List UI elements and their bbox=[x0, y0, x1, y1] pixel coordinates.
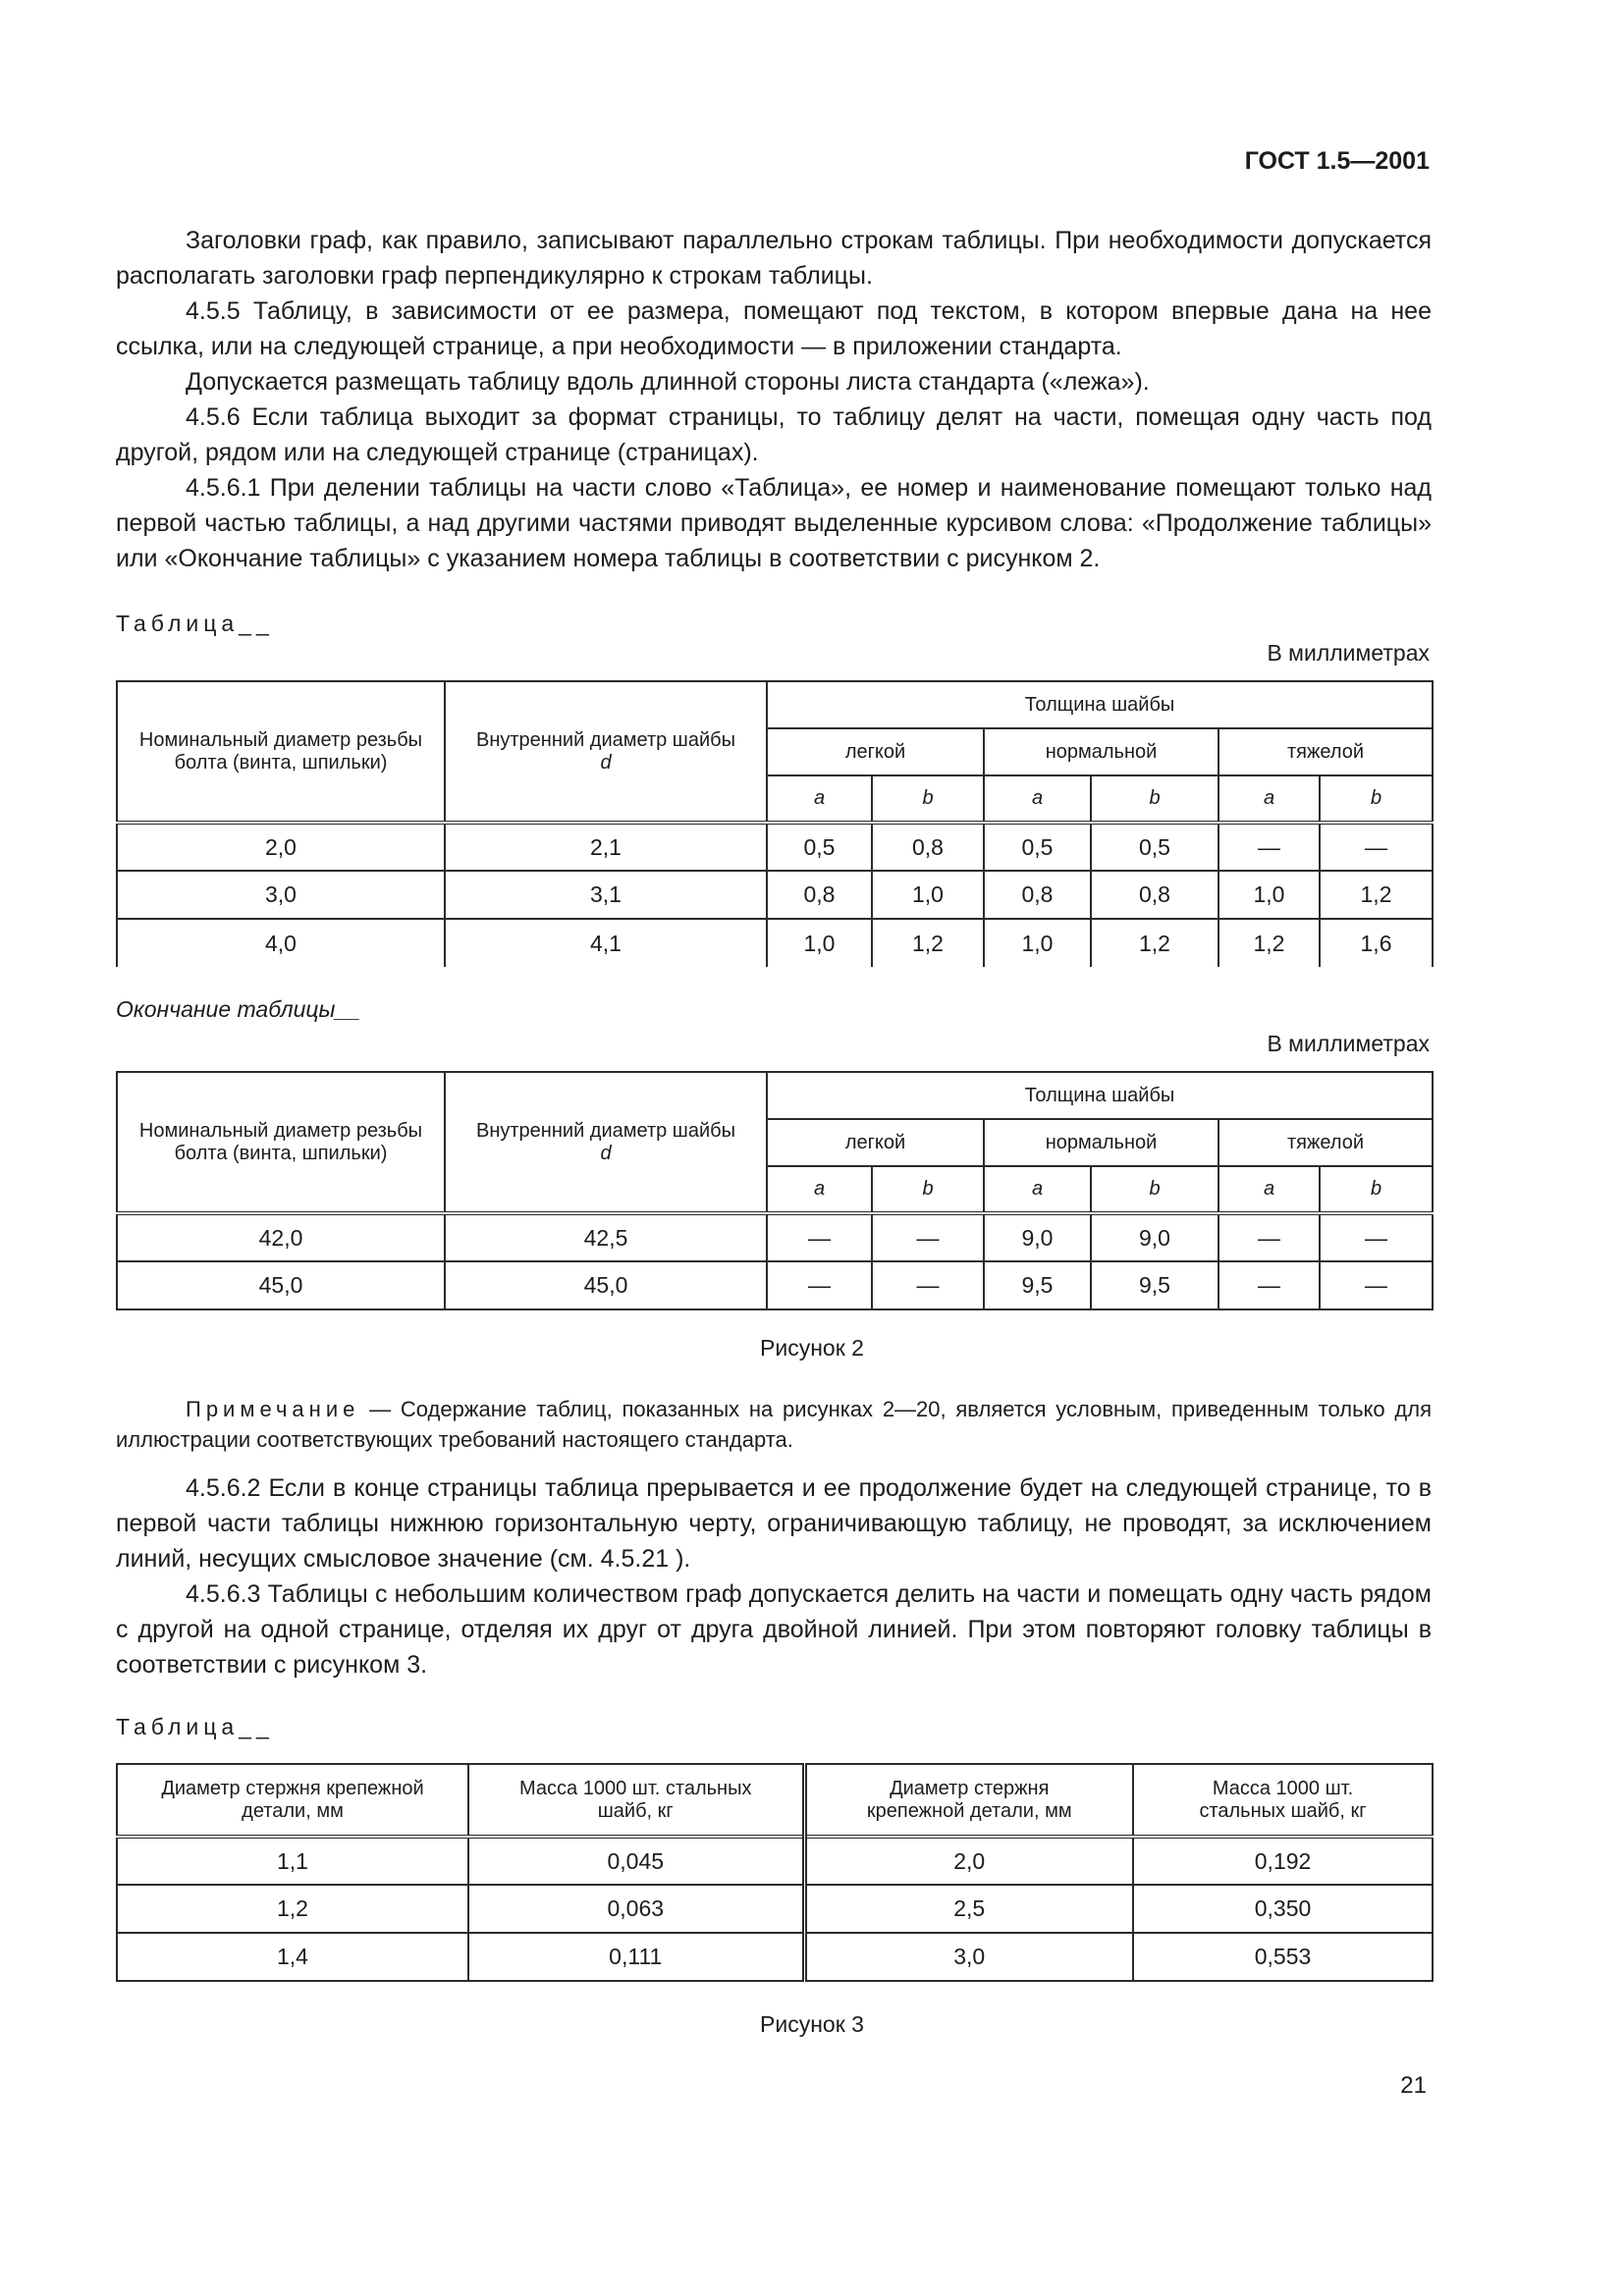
table-cell: 0,192 bbox=[1133, 1837, 1433, 1885]
figure2-caption: Рисунок 2 bbox=[760, 1335, 864, 1361]
table2-head-b: b bbox=[1091, 1166, 1218, 1213]
table-cell: — bbox=[1218, 1213, 1320, 1261]
table2-head-a: a bbox=[767, 1166, 872, 1213]
table-cell: 0,045 bbox=[468, 1837, 804, 1885]
table-cell: 45,0 bbox=[117, 1261, 445, 1309]
document-code: ГОСТ 1.5—2001 bbox=[1244, 147, 1430, 175]
table1-head-heavy: тяжелой bbox=[1218, 728, 1433, 775]
table-cell: 9,0 bbox=[984, 1213, 1091, 1261]
note-text: — Содержание таблиц, показанных на рисунках 2—20, является условным, приведенным только для иллюстрации соответствующих требований настоящего стандарта. bbox=[116, 1397, 1432, 1452]
table-cell: 1,4 bbox=[117, 1933, 468, 1981]
table-cell: — bbox=[1218, 1261, 1320, 1309]
table1-head-a: a bbox=[984, 775, 1091, 823]
table-row bbox=[117, 919, 1433, 967]
table2-head-heavy: тяжелой bbox=[1218, 1119, 1433, 1166]
table2-head-inner-diameter bbox=[445, 1072, 767, 1213]
table-cell: 9,0 bbox=[1091, 1213, 1218, 1261]
table-cell: 4,0 bbox=[117, 919, 445, 967]
table-cell: — bbox=[767, 1261, 872, 1309]
table3-head-mass: Масса 1000 шт. стальных шайб, кг bbox=[1133, 1764, 1433, 1837]
table-cell: 2,1 bbox=[445, 823, 767, 871]
body-text-section-1 bbox=[116, 223, 1432, 576]
table-cell: — bbox=[872, 1213, 984, 1261]
table1 bbox=[116, 680, 1434, 967]
paragraph: Заголовки граф, как правило, записывают параллельно строкам таблицы. При необходимости допускается располагать заголовки граф перпендикулярно к строкам таблицы. bbox=[116, 227, 1432, 290]
table-row bbox=[117, 823, 1433, 871]
paragraph: 4.5.6.1 При делении таблицы на части слово «Таблица», ее номер и наименование помещают только над первой частью таблицы, а над другими частями приводят выделенные курсивом слова: «Продолжение таблицы» или «Окончание таблицы» с указанием номера таблицы в соответствии с рисунком 2. bbox=[116, 474, 1432, 572]
head-text: Внутренний диаметр шайбы bbox=[476, 728, 735, 751]
table2-caption: Окончание таблицы__ bbox=[116, 996, 361, 1022]
figure3-caption: Рисунок 3 bbox=[760, 2011, 864, 2037]
table-cell: 1,0 bbox=[1218, 871, 1320, 919]
table-row bbox=[117, 1213, 1433, 1261]
table-cell: 0,5 bbox=[767, 823, 872, 871]
table1-head-b: b bbox=[872, 775, 984, 823]
table-row bbox=[117, 871, 1433, 919]
table-cell: 0,8 bbox=[1091, 871, 1218, 919]
table-cell: 3,0 bbox=[804, 1933, 1133, 1981]
table-cell: 9,5 bbox=[1091, 1261, 1218, 1309]
table2-head-thickness: Толщина шайбы bbox=[767, 1072, 1433, 1119]
table1-units: В миллиметрах bbox=[1267, 640, 1430, 666]
table3 bbox=[116, 1763, 1434, 1982]
table-cell: 0,8 bbox=[984, 871, 1091, 919]
body-text-section-2 bbox=[116, 1470, 1432, 1682]
table-cell: — bbox=[1320, 823, 1433, 871]
table-cell: 0,111 bbox=[468, 1933, 804, 1981]
table-row bbox=[117, 1261, 1433, 1309]
table2-head-b: b bbox=[1320, 1166, 1433, 1213]
table1-head-normal: нормальной bbox=[984, 728, 1218, 775]
table1-caption: Таблица__ bbox=[116, 611, 274, 636]
table-cell: — bbox=[1320, 1261, 1433, 1309]
table1-head-a: a bbox=[767, 775, 872, 823]
table2-head-b: b bbox=[872, 1166, 984, 1213]
paragraph: 4.5.6.3 Таблицы с небольшим количеством граф допускается делить на части и помещать одну часть рядом с другой на одной странице, отделяя их друг от друга двойной линией. При этом повторяют головку таблицы в соответствии с рисунком 3. bbox=[116, 1580, 1432, 1679]
paragraph: 4.5.5 Таблицу, в зависимости от ее размера, помещают под текстом, в котором впервые дана на нее ссылка, или на следующей странице, а при необходимости — в приложении стандарта. bbox=[116, 297, 1432, 360]
note bbox=[116, 1394, 1432, 1455]
table-cell: 0,553 bbox=[1133, 1933, 1433, 1981]
table-cell: 2,0 bbox=[804, 1837, 1133, 1885]
table-cell: 1,2 bbox=[1320, 871, 1433, 919]
table-cell: 0,5 bbox=[1091, 823, 1218, 871]
table-row bbox=[117, 1933, 1433, 1981]
table-cell: — bbox=[1320, 1213, 1433, 1261]
table3-head-mass: Масса 1000 шт. стальных шайб, кг bbox=[468, 1764, 804, 1837]
table-cell: 1,2 bbox=[117, 1885, 468, 1933]
note-label: Примечание bbox=[186, 1397, 360, 1421]
table2-head-nominal-diameter: Номинальный диаметр резьбы болта (винта, шпильки) bbox=[117, 1072, 445, 1213]
table1-head-b: b bbox=[1091, 775, 1218, 823]
page-number: 21 bbox=[1400, 2072, 1427, 2099]
table2-head-a: a bbox=[1218, 1166, 1320, 1213]
table-cell: 45,0 bbox=[445, 1261, 767, 1309]
table-cell: 1,1 bbox=[117, 1837, 468, 1885]
table-cell: 0,063 bbox=[468, 1885, 804, 1933]
table-cell: 1,2 bbox=[1091, 919, 1218, 967]
table-cell: — bbox=[1218, 823, 1320, 871]
table-row bbox=[117, 1837, 1433, 1885]
table-cell: 2,5 bbox=[804, 1885, 1133, 1933]
table2-units: В миллиметрах bbox=[1267, 1031, 1430, 1056]
head-symbol: d bbox=[600, 751, 612, 774]
table-cell: 0,5 bbox=[984, 823, 1091, 871]
table-cell: 4,1 bbox=[445, 919, 767, 967]
table-cell: 42,5 bbox=[445, 1213, 767, 1261]
table3-head-diameter: Диаметр стержня крепежной детали, мм bbox=[804, 1764, 1133, 1837]
table2-head-normal: нормальной bbox=[984, 1119, 1218, 1166]
table-cell: 1,6 bbox=[1320, 919, 1433, 967]
table-cell: — bbox=[872, 1261, 984, 1309]
table-cell: 1,0 bbox=[984, 919, 1091, 967]
table1-head-inner-diameter bbox=[445, 681, 767, 823]
table2 bbox=[116, 1071, 1434, 1310]
table2-head-a: a bbox=[984, 1166, 1091, 1213]
table-cell: 1,2 bbox=[872, 919, 984, 967]
table-cell: — bbox=[767, 1213, 872, 1261]
table-cell: 0,350 bbox=[1133, 1885, 1433, 1933]
table1-head-a: a bbox=[1218, 775, 1320, 823]
paragraph: 4.5.6 Если таблица выходит за формат страницы, то таблицу делят на части, помещая одну часть под другой, рядом или на следующей странице (страницах). bbox=[116, 403, 1432, 466]
table-cell: 3,1 bbox=[445, 871, 767, 919]
table-row bbox=[117, 1885, 1433, 1933]
head-symbol: d bbox=[600, 1142, 612, 1164]
table-cell: 1,0 bbox=[767, 919, 872, 967]
table-cell: 42,0 bbox=[117, 1213, 445, 1261]
table1-head-b: b bbox=[1320, 775, 1433, 823]
paragraph: Допускается размещать таблицу вдоль длинной стороны листа стандарта («лежа»). bbox=[186, 368, 1150, 396]
table1-head-nominal-diameter: Номинальный диаметр резьбы болта (винта, шпильки) bbox=[117, 681, 445, 823]
table-cell: 0,8 bbox=[872, 823, 984, 871]
table2-head-light: легкой bbox=[767, 1119, 984, 1166]
paragraph: 4.5.6.2 Если в конце страницы таблица прерывается и ее продолжение будет на следующей странице, то в первой части таблицы нижнюю горизонтальную черту, ограничивающую таблицу, не проводят, за исключением линий, несущих смысловое значение (см. 4.5.21 ). bbox=[116, 1474, 1432, 1573]
table1-head-thickness: Толщина шайбы bbox=[767, 681, 1433, 728]
table-cell: 3,0 bbox=[117, 871, 445, 919]
table-cell: 9,5 bbox=[984, 1261, 1091, 1309]
table3-caption: Таблица__ bbox=[116, 1714, 274, 1739]
table-cell: 2,0 bbox=[117, 823, 445, 871]
table1-head-light: легкой bbox=[767, 728, 984, 775]
table-cell: 1,0 bbox=[872, 871, 984, 919]
table-cell: 0,8 bbox=[767, 871, 872, 919]
table3-head-diameter: Диаметр стержня крепежной детали, мм bbox=[117, 1764, 468, 1837]
head-text: Внутренний диаметр шайбы bbox=[476, 1119, 735, 1142]
table-cell: 1,2 bbox=[1218, 919, 1320, 967]
